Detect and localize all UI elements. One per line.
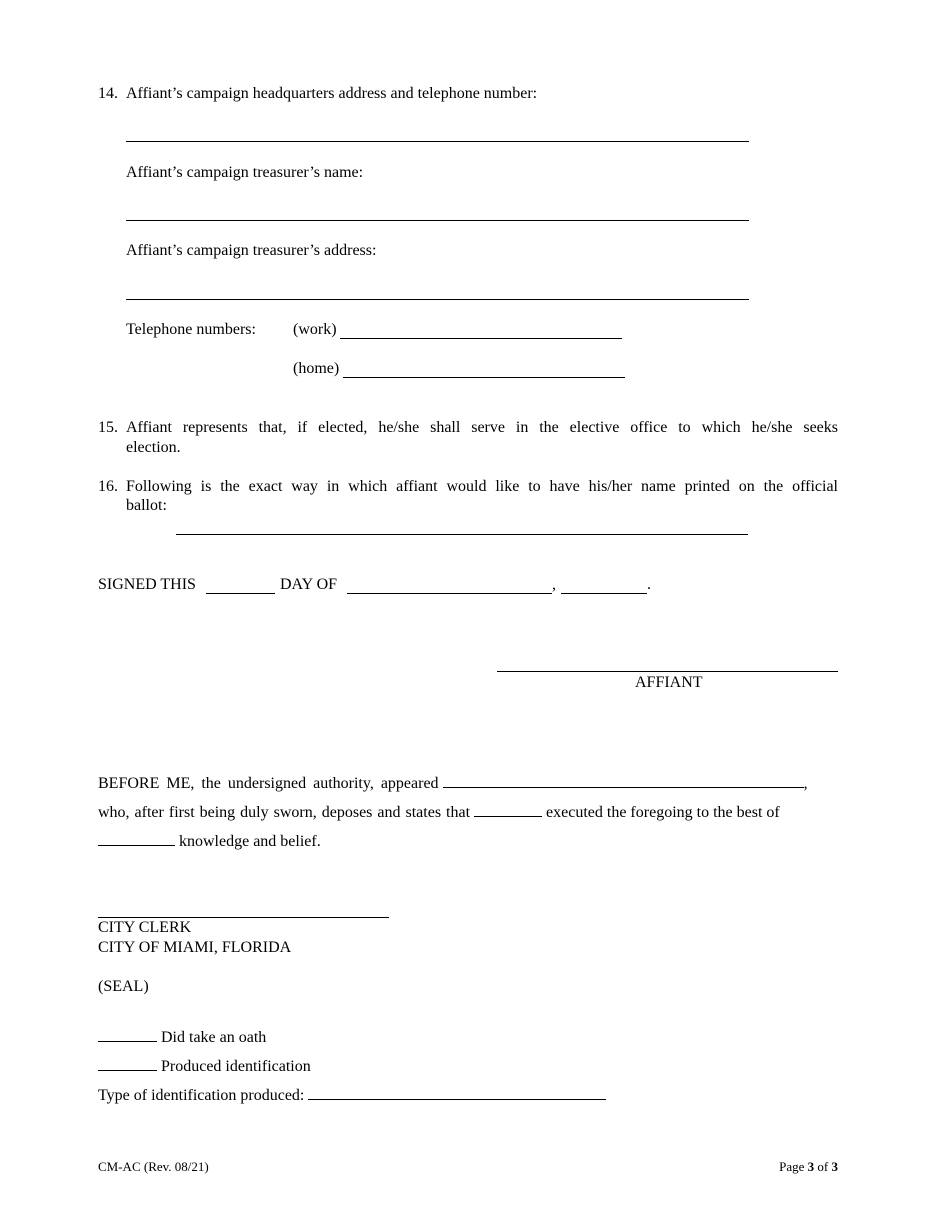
oath-check-field[interactable] — [98, 1027, 157, 1042]
clerk-signature-field[interactable] — [98, 917, 389, 918]
pronoun-field-1[interactable] — [474, 802, 542, 817]
jurat-line3 — [98, 831, 321, 851]
appeared-name-field[interactable] — [443, 773, 804, 788]
city-name: CITY OF MIAMI, FLORIDA — [98, 939, 292, 956]
who-after-text: who, after first being duly sworn, deposes and states that — [98, 804, 471, 821]
id-type-field[interactable] — [308, 1085, 606, 1100]
item16-line2: ballot: — [126, 497, 167, 514]
id-type-label: Type of identification produced: — [98, 1087, 305, 1104]
executed-text: executed the foregoing to the best of — [546, 804, 780, 821]
signed-year-field[interactable] — [561, 593, 647, 594]
jurat-line2 — [98, 802, 838, 822]
oath-row — [98, 1027, 266, 1047]
signed-day-field[interactable] — [206, 593, 275, 594]
page-word: Page — [779, 1159, 805, 1174]
item16-line1: Following is the exact way in which affiant would like to have his/her name printed on the official — [126, 478, 838, 495]
signed-comma: , — [552, 576, 556, 593]
treasurer-name-label: Affiant’s campaign treasurer’s name: — [126, 164, 364, 181]
signed-month-field[interactable] — [347, 593, 552, 594]
day-of-label: DAY OF — [280, 576, 338, 593]
of-word: of — [817, 1159, 829, 1174]
before-me-text: BEFORE ME, the undersigned authority, appeared — [98, 775, 439, 792]
seal-label: (SEAL) — [98, 978, 149, 995]
page-number — [779, 1158, 838, 1176]
produced-id-row — [98, 1056, 311, 1076]
item-number-15: 15. — [98, 419, 118, 436]
page-total: 3 — [831, 1159, 838, 1174]
treasurer-address-label: Affiant’s campaign treasurer’s address: — [126, 242, 377, 259]
hq-address-label: Affiant’s campaign headquarters address and telephone number: — [126, 85, 538, 102]
affiant-label: AFFIANT — [635, 674, 703, 691]
signed-period: . — [647, 576, 651, 593]
treasurer-address-field[interactable] — [126, 299, 749, 300]
item15-line1: Affiant represents that, if elected, he/she shall serve in the elective office to which he/she seeks — [126, 419, 838, 436]
work-phone-field[interactable] — [340, 338, 622, 339]
telephone-label: Telephone numbers: — [126, 321, 256, 338]
oath-label: Did take an oath — [161, 1029, 267, 1046]
id-type-row — [98, 1085, 606, 1105]
jurat-comma: , — [803, 775, 808, 792]
produced-id-label: Produced identification — [161, 1058, 311, 1075]
form-code: CM-AC (Rev. 08/21) — [98, 1159, 209, 1174]
produced-id-check-field[interactable] — [98, 1056, 157, 1071]
page-current: 3 — [807, 1159, 815, 1174]
pronoun-field-2[interactable] — [98, 831, 175, 846]
signed-this-label: SIGNED THIS — [98, 576, 196, 593]
treasurer-name-field[interactable] — [126, 220, 749, 221]
affiant-signature-field[interactable] — [497, 671, 838, 672]
knowledge-text: knowledge and belief. — [179, 833, 321, 850]
home-phone-label: (home) — [293, 360, 340, 377]
work-phone-label: (work) — [293, 321, 337, 338]
item15-line2: election. — [126, 439, 181, 456]
item-number-14: 14. — [98, 85, 118, 102]
home-phone-field[interactable] — [343, 377, 625, 378]
hq-address-field[interactable] — [126, 141, 749, 142]
jurat-line1 — [98, 773, 838, 793]
item-number-16: 16. — [98, 478, 118, 495]
city-clerk-title: CITY CLERK — [98, 919, 192, 936]
ballot-name-field[interactable] — [176, 534, 748, 535]
